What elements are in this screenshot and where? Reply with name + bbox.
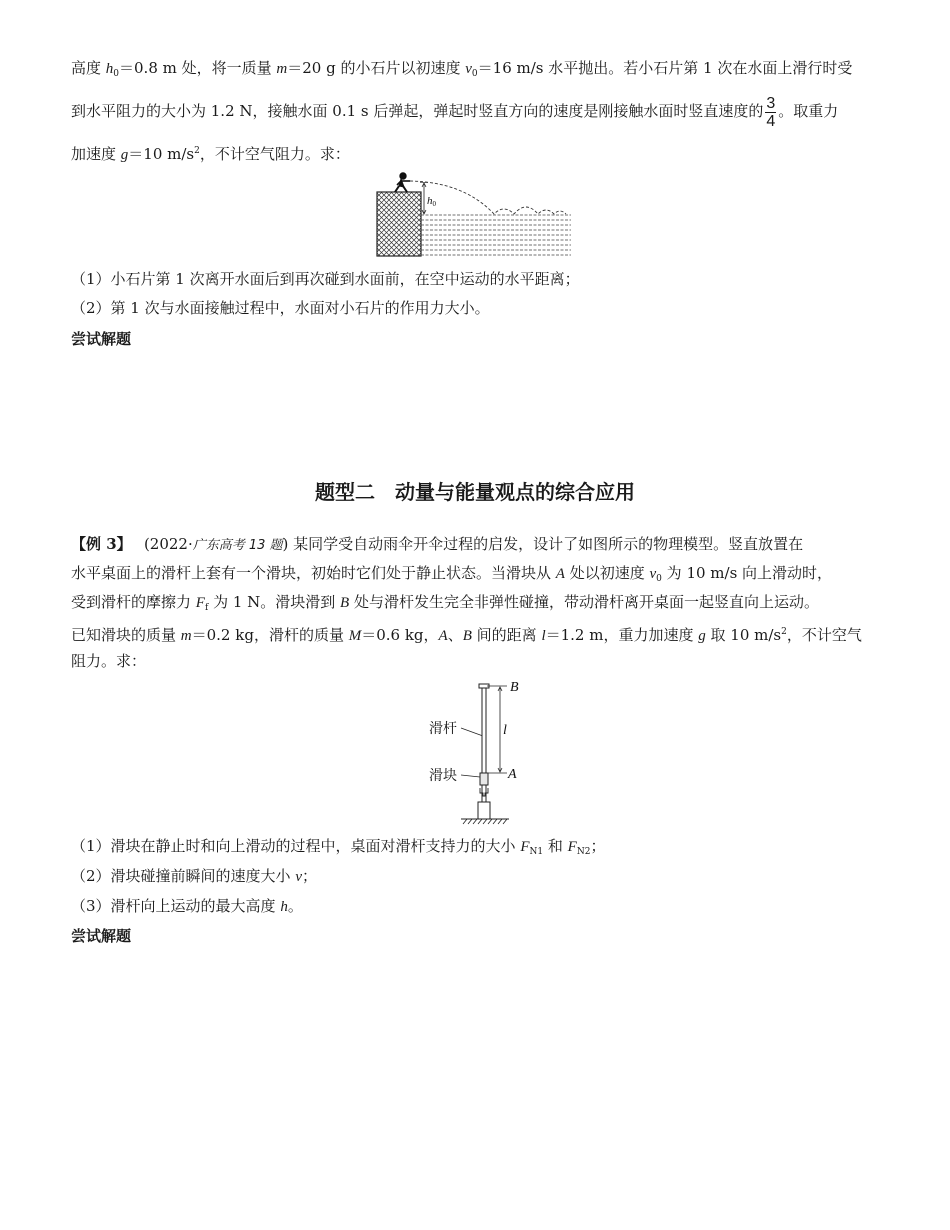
text: ； — [302, 867, 318, 885]
text: ； — [590, 837, 606, 855]
text: (2022· — [124, 535, 193, 553]
var-M: M — [348, 628, 362, 644]
text: 间的距离 — [471, 626, 542, 644]
stone-trajectory — [410, 181, 566, 214]
fraction-three-quarters — [765, 95, 776, 130]
text: 处以初速度 — [564, 564, 650, 582]
problem2-line-1 — [71, 58, 852, 84]
text: 处与滑杆发生完全非弹性碰撞，带动滑杆离开桌面一起竖直向上运动。 — [349, 593, 819, 611]
var-h: h — [105, 61, 114, 77]
var-A: A — [555, 566, 565, 582]
text: 。取重力 — [778, 102, 839, 120]
text: ＝16 m/s 水平抛出。若小石片第 1 次在水面上滑行时受 — [477, 59, 853, 77]
text: 受到滑杆的摩擦力 — [71, 593, 196, 611]
text: 高度 — [71, 59, 106, 77]
superscript: 2 — [781, 627, 787, 637]
text: 已知滑块的质量 — [71, 626, 181, 644]
text: （1）滑块在静止时和向上滑动的过程中，桌面对滑杆支持力的大小 — [71, 837, 521, 855]
problem2-line-3 — [71, 141, 350, 165]
text: 、 — [447, 626, 463, 644]
subscript: 0 — [656, 574, 662, 584]
var-g: g — [698, 628, 706, 644]
thrower-figure-icon — [395, 173, 410, 192]
var-v: v — [465, 61, 472, 77]
text: ＝0.8 m 处，将一质量 — [119, 59, 277, 77]
var-h: h — [280, 899, 288, 915]
subscript: 0 — [113, 69, 120, 79]
problem2-question-2: （2）第 1 次与水面接触过程中，水面对小石片的作用力大小。 — [71, 299, 490, 317]
example3-line-1 — [71, 534, 803, 556]
var-A: A — [438, 628, 448, 644]
label-A: A — [508, 767, 517, 782]
text: （2）滑块碰撞前瞬间的速度大小 — [71, 867, 296, 885]
try-solve-heading: 尝试解题 — [71, 330, 132, 348]
var-g: g — [120, 147, 129, 163]
label-B: B — [510, 680, 519, 695]
var-F: F — [520, 839, 530, 855]
var-m: m — [180, 628, 192, 644]
var-F: F — [567, 839, 577, 855]
text: 和 — [543, 837, 568, 855]
subscript: f — [204, 603, 209, 613]
superscript: 2 — [194, 146, 200, 156]
cliff-block — [377, 192, 421, 256]
label-l: l — [503, 723, 507, 738]
problem2-line-2 — [71, 93, 838, 130]
text: 水平桌面上的滑杆上套有一个滑块，初始时它们处于静止状态。当滑块从 — [71, 564, 556, 582]
section-title: 题型二 动量与能量观点的综合应用 — [315, 480, 635, 504]
var-l: l — [541, 628, 546, 644]
text: 。 — [287, 897, 303, 915]
example3-line-4 — [71, 622, 862, 646]
text: 加速度 — [71, 145, 121, 163]
water-surface — [421, 215, 571, 255]
text: 为 10 m/s 向上滑动时， — [661, 564, 833, 582]
text: ＝0.6 kg， — [361, 626, 439, 644]
subscript: N1 — [529, 847, 544, 857]
example3-line-5: 阻力。求： — [71, 652, 147, 670]
subscript: N2 — [576, 847, 591, 857]
text: （3）滑杆向上运动的最大高度 — [71, 897, 281, 915]
var-F: F — [195, 595, 205, 611]
text: ，不计空气阻力。求： — [199, 145, 350, 163]
block — [480, 773, 488, 785]
text: ＝0.2 kg，滑杆的质量 — [191, 626, 349, 644]
text: ＝10 m/s — [128, 145, 195, 163]
text: 某同学受自动雨伞开伞过程的启发，设计了如图所示的物理模型。竖直放置在 — [288, 535, 804, 553]
text: ，不计空气 — [786, 626, 862, 644]
example-label: 【例 3】 — [71, 535, 125, 553]
ground-hatch — [463, 819, 507, 824]
rod-base — [478, 802, 490, 819]
try-solve-heading-2: 尝试解题 — [71, 927, 132, 945]
text: ＝20 g 的小石片以初速度 — [287, 59, 466, 77]
h0-label: h0 — [427, 195, 436, 208]
text: 取 10 m/s — [705, 626, 782, 644]
example3-line-2 — [71, 563, 832, 589]
rod-block-figure — [425, 676, 535, 828]
text: ＝1.2 m，重力加速度 — [545, 626, 699, 644]
source-citation: 广东高考 13 题 — [192, 538, 283, 553]
example3-line-3 — [71, 592, 819, 618]
subscript: 0 — [471, 69, 478, 79]
rod-label: 滑杆 — [429, 721, 457, 737]
example3-question-1 — [71, 836, 605, 862]
text: ) — [282, 535, 289, 553]
example3-question-3 — [71, 896, 303, 917]
block-label: 滑块 — [429, 768, 457, 784]
var-B: B — [340, 595, 350, 611]
var-B: B — [462, 628, 472, 644]
var-v: v — [295, 869, 302, 885]
var-m: m — [276, 61, 288, 77]
fraction-denominator: 4 — [766, 112, 776, 130]
example3-question-2 — [71, 866, 317, 887]
text: 到水平阻力的大小为 1.2 N，接触水面 0.1 s 后弹起，弹起时竖直方向的速度是刚接触水面时竖直速度的 — [71, 102, 764, 120]
stone-skip-figure — [374, 170, 576, 258]
fraction-numerator: 3 — [766, 94, 776, 112]
problem2-question-1: （1）小石片第 1 次离开水面后到再次碰到水面前，在空中运动的水平距离； — [71, 270, 580, 288]
text: 为 1 N。滑块滑到 — [208, 593, 341, 611]
var-v: v — [649, 566, 657, 582]
